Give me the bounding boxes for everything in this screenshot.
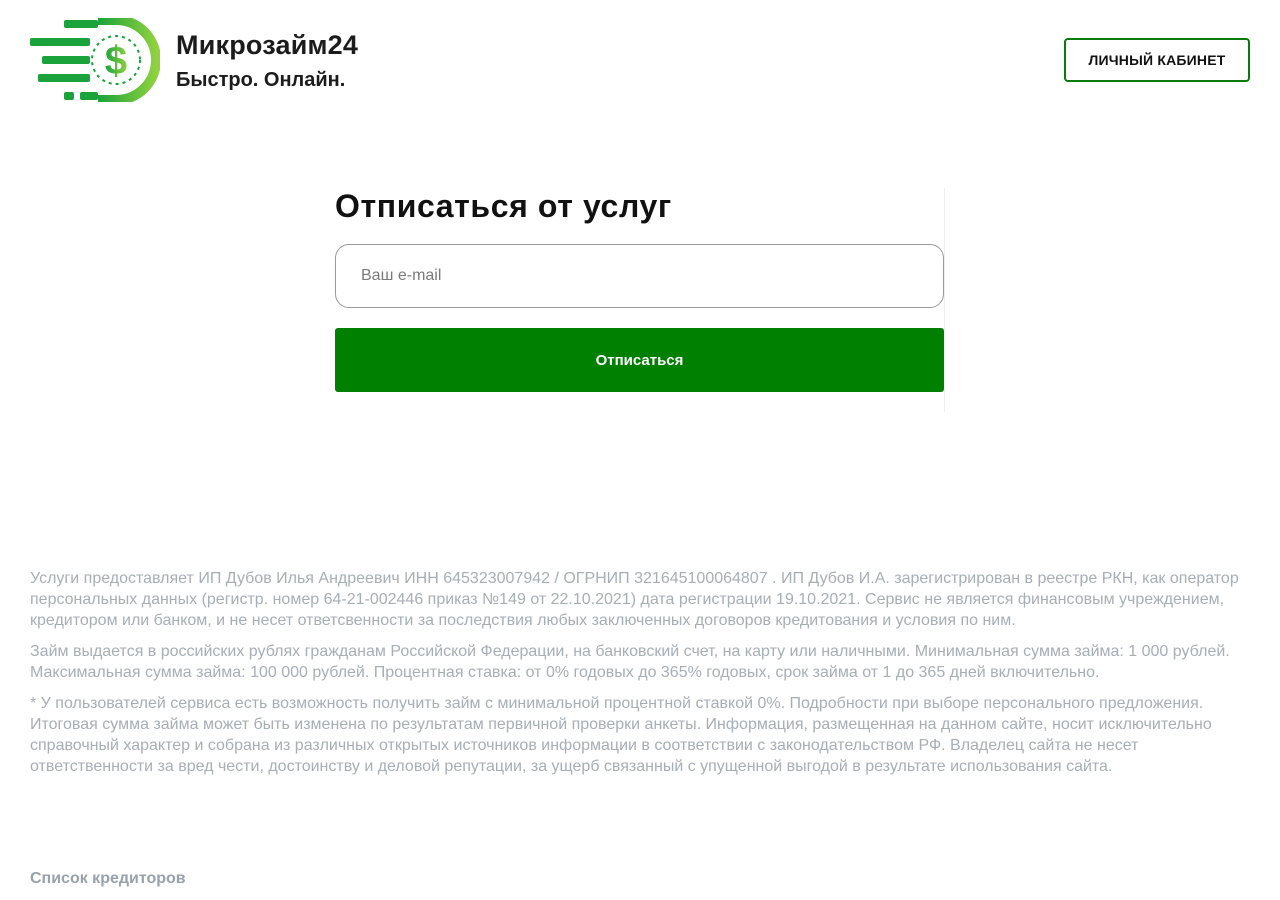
- creditors-list-link[interactable]: Список кредиторов: [30, 870, 186, 887]
- unsubscribe-button[interactable]: Отписаться: [335, 328, 944, 392]
- dollar-coin-speed-icon[interactable]: [28, 18, 160, 102]
- svg-text:$: $: [104, 39, 128, 83]
- footer-paragraph-loan-terms: Займ выдается в российских рублях гражданам Российской Федерации, на банковский счет, на карту или наличными. Минимальная сумма займа: 1 000 рублей. Максимальная сумма займа: 100 000 рублей. Процентная ставка: от 0% годовых до 365% годовых, срок займа от 1 до 365 дней включительно.: [30, 643, 1230, 681]
- brand-tagline: Быстро. Онлайн.: [176, 69, 346, 91]
- site-header: [0, 0, 1280, 120]
- personal-cabinet-button[interactable]: ЛИЧНЫЙ КАБИНЕТ: [1064, 38, 1250, 82]
- email-input[interactable]: [335, 244, 944, 308]
- page-title: Отписаться от услуг: [335, 188, 672, 224]
- footer-paragraph-provider: Услуги предоставляет ИП Дубов Илья Андреевич ИНН 645323007942 / ОГРНИП 321645100064807 . ИП Дубов И.А. зарегистрирован в реестре РКН, как оператор персональных данных (регистр. номер 64-21-002446 приказ №149 от 22.10.2021) дата регистрации 19.10.2021. Сервис не является финансовым учреждением, кредитором или банком, и не несет ответсвенности за последствия любых заключенных договоров кредитования и условия по ним.: [30, 570, 1239, 629]
- footer-paragraph-notice: * У пользователей сервиса есть возможность получить займ с минимальной процентной ставкой 0%. Подробности при выборе персонального предложения. Итоговая сумма займа может быть изменена по результатам первичной проверки анкеты. Информация, размещенная на данном сайте, носит исключительно справочный характер и собрана из различных открытых источников информации в соответствии с законодательством РФ. Владелец сайта не несет ответственности за вред чести, достоинству и деловой репутации, за ущерб связанный с упущенной выгодой в результате использования сайта.: [30, 695, 1212, 775]
- unsubscribe-form: [335, 188, 945, 412]
- footer-disclaimer: [30, 568, 1252, 787]
- brand-name[interactable]: Микрозайм24: [176, 30, 359, 60]
